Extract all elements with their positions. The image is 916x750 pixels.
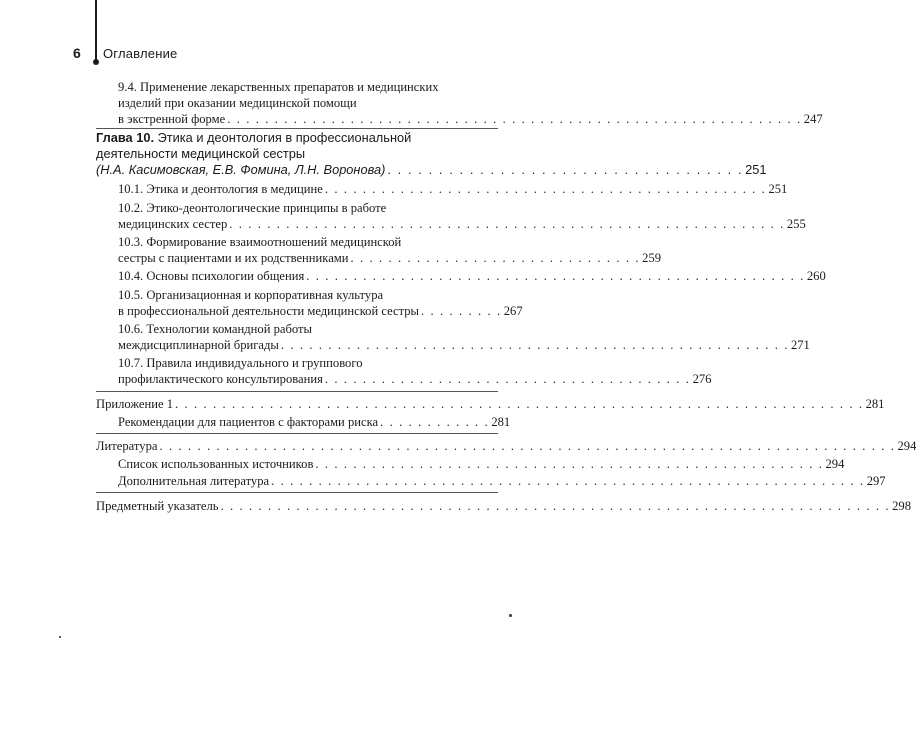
toc-literature-sources[interactable] bbox=[118, 456, 845, 472]
toc-entry-title: Приложение 1 bbox=[96, 397, 174, 411]
leader-dots: . . . . . . . . . . . . . . . . . . . . . . . . . . . . . . . . . . . . . . . . . . . . . . . . . . . . . . bbox=[280, 338, 789, 352]
toc-entry-10-3-line1[interactable]: 10.3. Формирование взаимоотношений медицинской bbox=[118, 235, 402, 249]
toc-entry-title: в профессиональной деятельности медицинской сестры bbox=[118, 304, 420, 318]
chapter-authors: (Н.А. Касимовская, Е.В. Фомина, Л.Н. Воронова) bbox=[96, 162, 386, 177]
toc-entry-title: в экстренной форме bbox=[118, 112, 226, 126]
toc-entry-title: 10.1. Этика и деонтология в медицине bbox=[118, 182, 323, 196]
toc-literature[interactable] bbox=[96, 438, 916, 454]
toc-entry-page: 247 bbox=[803, 112, 823, 126]
section-divider bbox=[96, 433, 498, 434]
toc-entry-page: 251 bbox=[745, 162, 767, 177]
toc-literature-additional[interactable] bbox=[118, 473, 886, 489]
leader-dots: . . . . . . . . . . . . . . . . . . . . . . . . . . . . . . . . . . . bbox=[387, 162, 744, 177]
leader-dots: . . . . . . . . . . . . . . . . . . . . . . . . . . . . . . . . . . . . . . . . . . . . . . . . . . . . . . . . . . . . . . . bbox=[271, 474, 865, 488]
leader-dots: . . . . . . . . . . . . . . . . . . . . . . . . . . . . . . . . . . . . . . . . . . . . . . . . . . . . . . . . . . . . . . . . . . . . . . . bbox=[220, 499, 891, 513]
toc-entry-title: профилактического консультирования bbox=[118, 372, 323, 386]
print-speck bbox=[59, 636, 61, 638]
leader-dots: . . . . . . . . . . . . . . . . . . . . . . . . . . . . . . . bbox=[350, 251, 641, 265]
toc-entry-title: Предметный указатель bbox=[96, 499, 219, 513]
toc-entry-page: 276 bbox=[692, 372, 712, 386]
leader-dots: . . . . . . . . . . . . . . . . . . . . . . . . . . . . . . . . . . . . . . . . . . . . . . . bbox=[324, 182, 767, 196]
toc-subject-index[interactable] bbox=[96, 498, 911, 514]
toc-entry-9-4-line1[interactable]: 9.4. Применение лекарственных препаратов и медицинских bbox=[118, 80, 439, 94]
toc-entry-10-5[interactable] bbox=[118, 303, 523, 319]
leader-dots: . . . . . . . . . . . . . . . . . . . . . . . . . . . . . . . . . . . . . . . . . . . . . . . . . . . . . . . . . . . . . bbox=[227, 112, 802, 126]
toc-entry-page: 294 bbox=[825, 457, 845, 471]
toc-chapter-10-authors[interactable] bbox=[96, 162, 767, 178]
toc-entry-page: 297 bbox=[866, 474, 886, 488]
toc-entry-10-2-line1[interactable]: 10.2. Этико-деонтологические принципы в работе bbox=[118, 201, 387, 215]
toc-entry-title: 10.4. Основы психологии общения bbox=[118, 269, 305, 283]
leader-dots: . . . . . . . . . . . . bbox=[380, 415, 490, 429]
toc-entry-page: 251 bbox=[768, 182, 788, 196]
leader-dots: . . . . . . . . . . . . . . . . . . . . . . . . . . . . . . . . . . . . . . . . . . . . . . . . . . . . . . . . . . . . . . . . . . . . . . . . . . . . . . bbox=[159, 439, 896, 453]
toc-entry-page: 259 bbox=[642, 251, 662, 265]
leader-dots: . . . . . . . . . . . . . . . . . . . . . . . . . . . . . . . . . . . . . . . . . . . . . . . . . . . . . . . . . . . . . . . . . . . . . . . . . bbox=[175, 397, 864, 411]
section-divider bbox=[96, 391, 498, 392]
toc-entry-page: 294 bbox=[897, 439, 916, 453]
running-title: Оглавление bbox=[103, 46, 178, 61]
chapter-label: Глава 10. bbox=[96, 130, 155, 145]
section-divider bbox=[96, 492, 498, 493]
toc-entry-title: Дополнительная литература bbox=[118, 474, 270, 488]
toc-entry-10-3[interactable] bbox=[118, 250, 662, 266]
leader-dots: . . . . . . . . . . . . . . . . . . . . . . . . . . . . . . . . . . . . . . . . . . . . . . . . . . . . . . bbox=[315, 457, 824, 471]
toc-chapter-10-line2[interactable]: деятельности медицинской сестры bbox=[96, 146, 306, 161]
toc-entry-page: 255 bbox=[786, 217, 806, 231]
toc-entry-10-6-line1[interactable]: 10.6. Технологии командной работы bbox=[118, 322, 312, 336]
margin-rule bbox=[95, 0, 97, 62]
toc-appendix-1[interactable] bbox=[96, 396, 885, 412]
toc-entry-page: 298 bbox=[892, 499, 911, 513]
toc-entry-page: 267 bbox=[503, 304, 523, 318]
leader-dots: . . . . . . . . . bbox=[421, 304, 502, 318]
toc-entry-title: сестры с пациентами и их родственниками bbox=[118, 251, 349, 265]
toc-entry-page: 281 bbox=[491, 415, 511, 429]
toc-entry-10-4[interactable] bbox=[118, 268, 826, 284]
toc-entry-10-5-line1[interactable]: 10.5. Организационная и корпоративная культура bbox=[118, 288, 384, 302]
toc-entry-10-7-line1[interactable]: 10.7. Правила индивидуального и группового bbox=[118, 356, 363, 370]
leader-dots: . . . . . . . . . . . . . . . . . . . . . . . . . . . . . . . . . . . . . . . bbox=[324, 372, 691, 386]
toc-entry-10-7[interactable] bbox=[118, 371, 712, 387]
toc-entry-title: Литература bbox=[96, 439, 158, 453]
toc-entry-10-2[interactable] bbox=[118, 216, 806, 232]
margin-rule-dot bbox=[93, 59, 99, 65]
page-number: 6 bbox=[73, 45, 81, 61]
toc-entry-title: междисциплинарной бригады bbox=[118, 338, 279, 352]
toc-entry-10-6[interactable] bbox=[118, 337, 810, 353]
leader-dots: . . . . . . . . . . . . . . . . . . . . . . . . . . . . . . . . . . . . . . . . . . . . . . . . . . . . . . . . . . . bbox=[229, 217, 785, 231]
toc-entry-title: Список использованных источников bbox=[118, 457, 314, 471]
section-divider bbox=[96, 128, 498, 129]
toc-entry-page: 260 bbox=[806, 269, 826, 283]
print-speck bbox=[509, 614, 512, 617]
toc-entry-title: Рекомендации для пациентов с факторами риска bbox=[118, 415, 379, 429]
toc-chapter-10-line1[interactable] bbox=[96, 130, 498, 146]
toc-entry-10-1[interactable] bbox=[118, 181, 788, 197]
toc-entry-9-4-line2[interactable]: изделий при оказании медицинской помощи bbox=[118, 96, 357, 110]
toc-entry-9-4[interactable] bbox=[118, 111, 823, 127]
leader-dots: . . . . . . . . . . . . . . . . . . . . . . . . . . . . . . . . . . . . . . . . . . . . . . . . . . . . . bbox=[306, 269, 805, 283]
chapter-title: Этика и деонтология в профессиональной bbox=[154, 130, 412, 145]
toc-appendix-1-sub[interactable] bbox=[118, 414, 511, 430]
toc-entry-page: 271 bbox=[790, 338, 810, 352]
toc-entry-page: 281 bbox=[865, 397, 885, 411]
toc-entry-title: медицинских сестер bbox=[118, 217, 228, 231]
